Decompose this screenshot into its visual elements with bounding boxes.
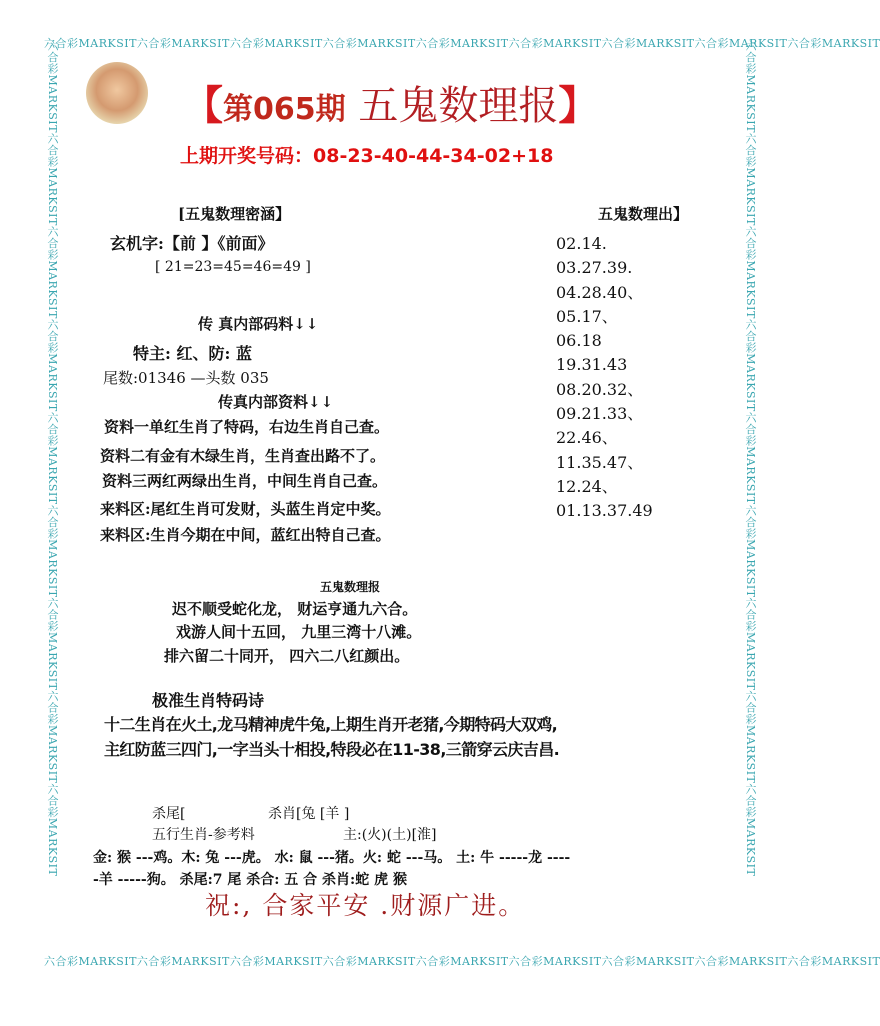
info-item: 资料三两红两绿出生肖，中间生肖自己查。 [102,472,388,490]
title-bracket-left: 【 [183,82,223,129]
number-group: 09.21.33、 [556,404,644,424]
kill-tail: 杀尾[ [152,806,186,822]
info-item: 资料一单红生肖了特码，右边生肖自己查。 [104,418,390,436]
main-elements: 主:(火)(土)[淮] [343,827,437,843]
border-top: 六合彩MARKSIT六合彩MARKSIT六合彩MARKSIT六合彩MARKSIT六合彩MARKSIT六合彩MARKSIT六合彩MARKSIT六合彩MARKSIT六合彩MARKSIT [44,37,880,50]
number-group: 02.14. [556,234,607,253]
number-group: 01.13.37.49 [556,501,653,521]
poem-heading: 五鬼数理报 [320,580,381,594]
number-group: 08.20.32、 [556,379,644,399]
border-left: 六合彩MARKSIT六合彩MARKSIT六合彩MARKSIT六合彩MARKSIT六合彩MARKSIT六合彩MARKSIT六合彩MARKSIT六合彩MARKSIT六合彩MARKSIT [46,40,59,877]
number-group: 12.24、 [556,476,618,496]
five-elements-label: 五行生肖-参考料 [152,827,255,843]
special-colors: 特主: 红、防: 蓝 [133,344,252,363]
zodiac-poem-heading: 极准生肖特码诗 [152,691,265,710]
border-bottom: 六合彩MARKSIT六合彩MARKSIT六合彩MARKSIT六合彩MARKSIT六合彩MARKSIT六合彩MARKSIT六合彩MARKSIT六合彩MARKSIT六合彩MARKSIT [44,955,880,968]
number-group: 04.28.40、 [556,282,644,302]
number-group: 19.31.43 [556,355,628,375]
elements-line: -羊 -----狗。 杀尾:7 尾 杀合: 五 合 杀肖:蛇 虎 猴 [93,872,407,888]
left-heading: [五鬼数理密涵】 [178,205,291,223]
blessing: 祝:, 合家平安 .财源广进。 [205,891,526,920]
number-group: 05.17、 [556,306,618,326]
info-item: 来料区:尾红生肖可发财，头蓝生肖定中奖。 [100,500,391,518]
zodiac-poem-line: 主红防蓝三四门,一字当头十相投,特段必在11-38,三箭穿云庆吉昌. [104,740,560,759]
number-group: 11.35.47、 [556,452,644,472]
kill-zodiac: 杀肖[兔 [羊 ] [268,806,350,822]
right-heading: 五鬼数理出】 [598,205,689,223]
tail-head-numbers: 尾数:01346 —头数 035 [103,369,269,387]
poem-line: 迟不顺受蛇化龙， 财运亨通九六合。 [172,600,418,618]
avatar [86,62,148,124]
issue-number: 第065期 [223,92,346,127]
number-group: 03.27.39. [556,258,633,278]
fax-heading-1: 传 真内部码料↓↓ [198,315,319,333]
elements-line: 金: 猴 ---鸡。木: 兔 ---虎。 水: 鼠 ---猪。火: 蛇 ---马。 土: 牛 -----龙 ---- [93,850,571,866]
number-group: 06.18 [556,331,602,351]
number-list [556,232,653,524]
page-title [183,74,598,131]
title-bracket-right: 】 [558,82,599,129]
border-right: 六合彩MARKSIT六合彩MARKSIT六合彩MARKSIT六合彩MARKSIT六合彩MARKSIT六合彩MARKSIT六合彩MARKSIT六合彩MARKSIT六合彩MARKSIT [744,40,757,877]
poem-line: 排六留二十同开， 四六二八红颜出。 [164,647,410,665]
mystery-numbers: [ 21=23=45=46=49 ] [155,259,311,275]
poem-line: 戏游人间十五回， 九里三湾十八滩。 [176,623,422,641]
title-text: 五鬼数理报 [358,83,559,129]
fax-heading-2: 传真内部资料↓↓ [218,393,334,411]
last-draw: 上期开奖号码：08-23-40-44-34-02+18 [180,145,554,167]
info-item: 资料二有金有木绿生肖，生肖查出路不了。 [100,447,386,465]
mystery-word: 玄机字:【前 】《前面》 [110,234,274,253]
info-item: 来料区:生肖今期在中间，蓝红出特自己查。 [100,526,391,544]
number-group: 22.46、 [556,428,618,448]
zodiac-poem-line: 十二生肖在火土,龙马精神虎牛兔,上期生肖开老猪,今期特码大双鸡, [104,715,558,734]
